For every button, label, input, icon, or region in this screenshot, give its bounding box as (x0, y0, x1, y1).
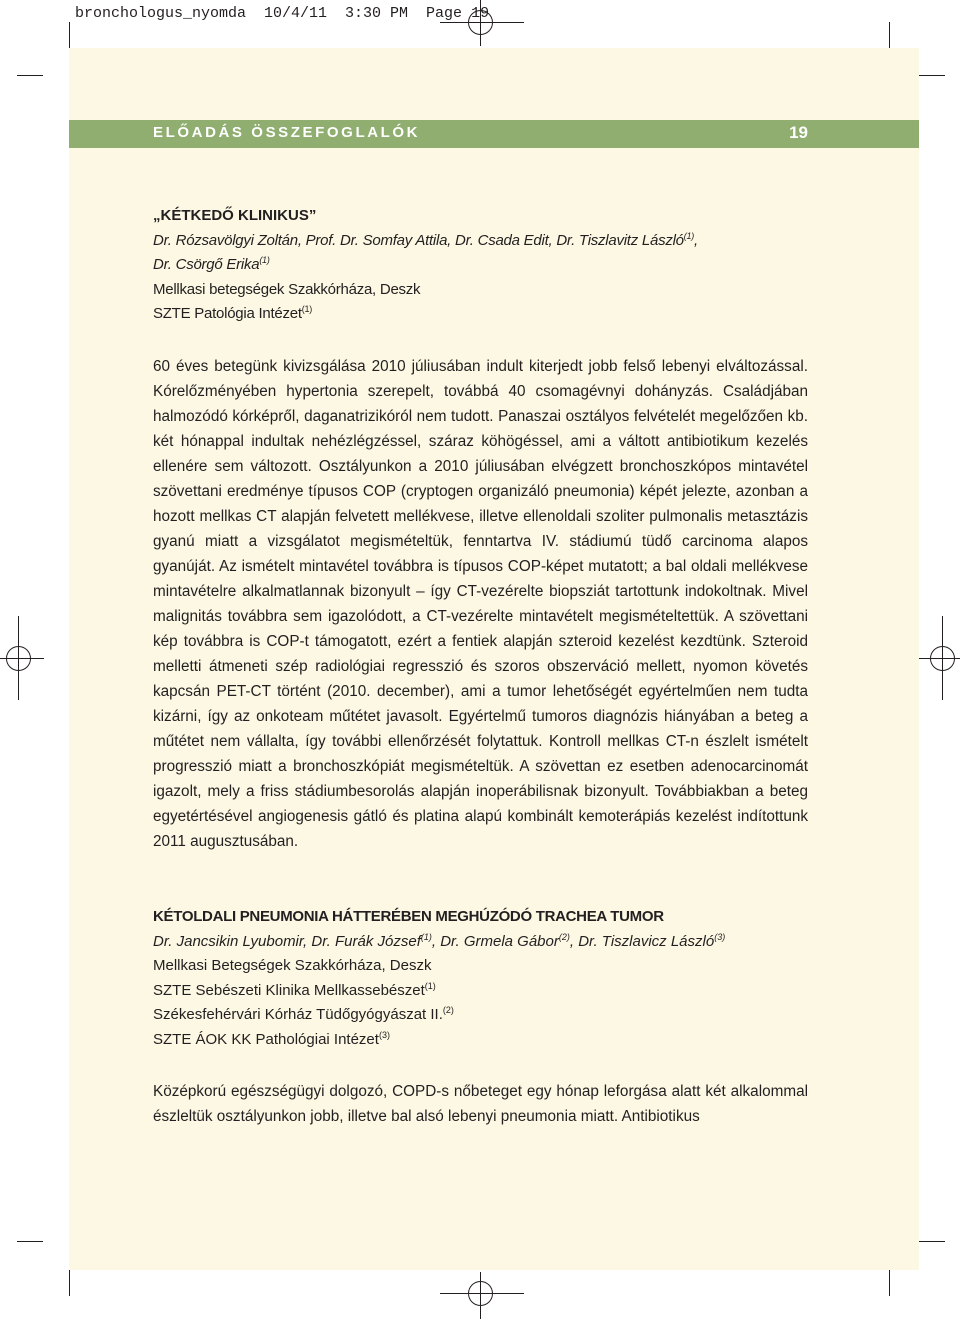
section-title: ELŐADÁS ÖSSZEFOGLALÓK (153, 124, 421, 141)
article-2-authors: Dr. Jancsikin Lyubomir, Dr. Furák József$^{(1)}$, Dr. Grmela Gábor$^{(2)}$, Dr. Tiszlavicz László$^{(3)}$ (153, 931, 726, 950)
crop-mark (69, 1270, 70, 1296)
article-2-affiliation: Mellkasi Betegségek Szakkórháza, Deszk (153, 957, 432, 974)
page-number: 19 (789, 123, 808, 142)
article-2 (153, 905, 808, 1129)
article-1 (153, 204, 808, 854)
article-2-affiliation: SZTE Sebészeti Klinika Mellkassebészet$^{(1)}$ (153, 980, 436, 999)
article-1-title: „KÉTKEDŐ KLINIKUS” (153, 207, 317, 224)
article-1-authors: Dr. Rózsavölgyi Zoltán, Prof. Dr. Somfay Attila, Dr. Csada Edit, Dr. Tiszlavitz László$^{(1)}$, (153, 230, 698, 249)
crop-mark (69, 22, 70, 48)
registration-mark-left (0, 616, 44, 700)
article-1-affiliation: Mellkasi betegségek Szakkórháza, Deszk (153, 280, 421, 298)
crop-mark (889, 22, 890, 48)
article-2-affiliation: Székesfehérvári Kórház Tüdőgyógyászat II.$^{(2)}$ (153, 1005, 454, 1023)
article-2-affiliation: SZTE ÁOK KK Pathológiai Intézet$^{(3)}$ (153, 1029, 390, 1048)
article-1-body: 60 éves betegünk kivizsgálása 2010 júliusában indult kiterjedt jobb felső lebenyi elváltozással. Kórelőzményében hypertonia szerepelt, továbbá 40 csomagévnyi dohányzás. Családjában halmozódó kórképről, daganatrizikóról nem tudott. Panaszai osztályos felvételét megelőzően kb. két hónappal indultak nehézlégzéssel, száraz köhögéssel, ami a váltott antibiotikum kezelés ellenére sem változott. Osztályunkon a 2010 júliusában elvégzett bronchoszkópos mintavétel szövettani eredménye típusos COP (cryptogen organizáló pneumonia) képét jelezte, azonban a hozott mellkas CT alapján felvetett mellékvese, illetve ellenoldali szoliter pulmonalis metasztázis gyanú miatt a vizsgálatot megismételtük, fenntartva IV. stádiumú tüdő carcinoma alapos gyanúját. Az ismételt mintavétel továbbra is típusos COP-képet mutatott; a bal oldali mellékvese mintavételre alkalmatlannak bizonyult – így CT-vezérelte biopsziát tartottunk indokoltnak. Mivel malignitás továbbra sem igazolódott, a CT-vezérelte mintavételt megismételtettük. A szövettani kép továbbra is COP-t támogatott, ezért a fentiek alapján szteroid kezelést kezdtünk. Szteroid melletti átmeneti szép radiológiai regresszió és szoros obszerváció mellett, nyomon követés kapcsán PET-CT történt (2010. december), ami a tumor lehetőségét egyértelműen nem tudta kizárni, így az onkoteam műtétet javasolt. Egyértelmű tumoros diagnózis hiányában a beteg a műtétet nem vállalta, így további ellenőrzését folytattuk. Kontroll mellkas CT-n észlelt ismételt progresszió miatt a bronchoszkópiát megismételtük. A szövettan ez esetben adenocarcinomát igazolt, mely a friss stádiumbesorolás alapján inoperábilisnak bizonyult. Továbbiakban a beteg egyetértésével angiogenesis gátló és platina alapú kombinált kemoterápiás kezelést indítottunk 2011 augusztusában. (153, 357, 808, 850)
registration-mark-bottom (440, 1272, 524, 1319)
printer-slug: bronchologus_nyomda 10/4/11 3:30 PM Page 19 (75, 5, 490, 22)
crop-mark (17, 1241, 43, 1242)
crop-mark (919, 75, 945, 76)
article-2-body: Középkorú egészségügyi dolgozó, COPD-s nőbeteget egy hónap leforgása alatt két alkalommal észleltük osztályunkon jobb, illetve bal alsó lebenyi pneumonia miatt. Antibiotikus (153, 1083, 808, 1125)
crop-mark (919, 1241, 945, 1242)
registration-mark-right (918, 616, 960, 700)
article-1-authors-cont: Dr. Csörgő Erika$^{(1)}$ (153, 255, 270, 273)
article-2-title: KÉTOLDALI PNEUMONIA HÁTTERÉBEN MEGHÚZÓDÓ TRACHEA TUMOR (153, 908, 664, 925)
section-header-band (69, 120, 919, 148)
crop-mark (17, 75, 43, 76)
crop-mark (889, 1270, 890, 1296)
article-1-affiliation: SZTE Patológia Intézet$^{(1)}$ (153, 304, 312, 322)
